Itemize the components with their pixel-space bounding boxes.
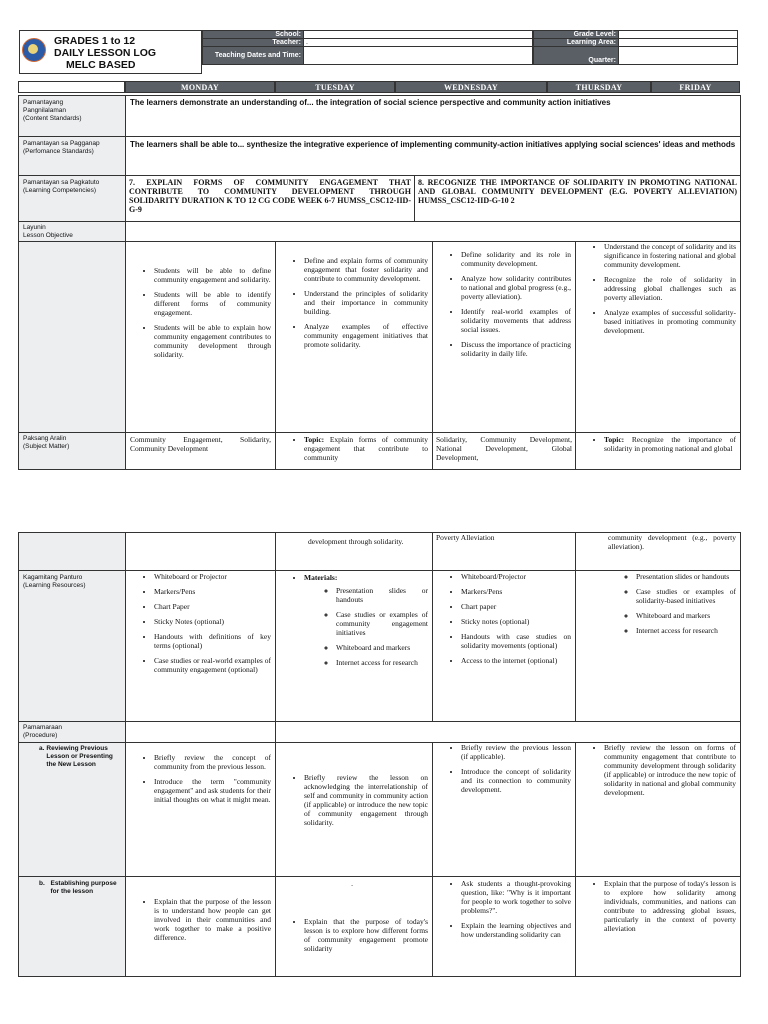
procedure-b-title: Establishing purpose for the lesson	[50, 880, 117, 895]
content-standards-label	[18, 95, 126, 137]
label-line: (Learning Resources)	[23, 582, 86, 589]
subject-tuesday	[275, 432, 433, 470]
procedure-item: • Briefly review the previous lesson (if applicable).	[461, 743, 571, 761]
header-meta-left	[202, 30, 533, 65]
label-line: Pangnilalaman	[23, 107, 67, 114]
objective-item: • Understand the concept of solidarity and its significance in fostering national and global community development.	[604, 242, 736, 269]
day-header-row	[18, 81, 740, 93]
competency-8: 8. RECOGNIZE THE IMPORTANCE OF SOLIDARITY IN PROMOTING NATIONAL AND GLOBAL COMMUNITY DEVELOPMENT (E.G. POVERTY ALLEVIATION) HUMSS_CSC12-IID-G-10 2	[414, 175, 741, 222]
procedure-b-tuesday	[275, 876, 433, 977]
procedure-item: • Briefly review the lesson on acknowledging the interrelationship of self and community in community action (if applicable) or introduce the new topic of community engagement through solidarity.	[304, 773, 428, 827]
objective-thursday	[575, 241, 741, 433]
lesson-objective-header-empty	[125, 221, 741, 242]
subject-wednesday: Solidarity, Community Development, National Development, Global Development,	[432, 432, 576, 470]
subject-tuesday-cont: development through solidarity.	[275, 532, 433, 571]
resource-item: ◦ Presentation slides or handouts	[336, 586, 428, 604]
procedure-a-wednesday	[432, 742, 576, 877]
objective-tuesday	[275, 241, 433, 433]
resource-item: • Sticky Notes (optional)	[154, 617, 271, 626]
day-header-blank	[18, 81, 125, 93]
procedure-item: • Explain the learning objectives and how understanding solidarity can	[461, 921, 571, 939]
procedure-item: • Introduce the concept of solidarity and its connection to community development.	[461, 767, 571, 794]
label-line: Pamamaraan	[23, 724, 63, 731]
procedure-label	[18, 721, 126, 743]
resource-item: ◦ Case studies or examples of solidarity-based initiatives	[636, 587, 736, 605]
resource-item: • Chart paper	[461, 602, 571, 611]
procedure-a-tuesday	[275, 742, 433, 877]
resource-item: ◦ Whiteboard and markers	[636, 611, 736, 620]
label-line: Pamantayang	[23, 99, 64, 106]
resource-item: ◦ Presentation slides or handouts	[636, 572, 736, 581]
school-value[interactable]	[304, 31, 533, 39]
resource-item: • Case studies or real-world examples of community engagement (optional)	[154, 656, 271, 674]
objective-item: • Understand the principles of solidarity and their importance in community building.	[304, 289, 428, 316]
procedure-a-letter: a.	[39, 745, 45, 752]
resources-monday	[125, 570, 276, 722]
procedure-b-dot: .	[351, 879, 353, 888]
procedure-item: • Briefly review the concept of community from the previous lesson.	[154, 753, 271, 771]
label-line: (Perfomance Standards)	[23, 148, 94, 155]
resource-item: • Chart Paper	[154, 602, 271, 611]
resources-wednesday	[432, 570, 576, 722]
resource-item: • Markers/Pens	[154, 587, 271, 596]
procedure-b-monday	[125, 876, 276, 977]
resource-item: • Handouts with case studies on solidarity movements (optional)	[461, 632, 571, 650]
subject-wednesday-cont: Poverty Alleviation	[432, 532, 576, 571]
procedure-item: • Ask students a thought-provoking question, like: "Why is it important for people to work together to solve problems?".	[461, 879, 571, 915]
resource-item: • Whiteboard/Projector	[461, 572, 571, 581]
procedure-a-monday	[125, 742, 276, 877]
subject-thursday	[575, 432, 741, 470]
subject-thursday-cont: community development (e.g., poverty alleviation).	[575, 532, 741, 571]
performance-standards-text: The learners shall be able to... synthesize the integrative experience of implementing community-action initiatives applying social sciences' ideas and methods	[125, 136, 741, 176]
header-title	[54, 35, 204, 71]
objective-wednesday	[432, 241, 576, 433]
resource-item: • Sticky notes (optional)	[461, 617, 571, 626]
procedure-item: • Explain that the purpose of today's lesson is to explore how solidarity among individuals, communities, and nations can contribute to addressing global issues, particularly in the context of poverty alleviation	[604, 879, 736, 933]
resource-item: • Whiteboard or Projector	[154, 572, 271, 581]
label-line: Lesson Objective	[23, 232, 73, 239]
dates-label: Teaching Dates and Time:	[203, 47, 304, 65]
teacher-value[interactable]: .	[304, 39, 533, 47]
grade-level-label: Grade Level:	[534, 31, 619, 39]
day-tuesday: TUESDAY	[275, 81, 395, 93]
objective-item: • Identify real-world examples of solidarity movements that address social issues.	[461, 307, 571, 334]
subject-label-cont	[18, 532, 126, 571]
learning-resources-label	[18, 570, 126, 722]
header-meta-right	[533, 30, 738, 65]
procedure-b-wednesday	[432, 876, 576, 977]
learning-competencies-label	[18, 175, 126, 222]
objective-item: • Recognize the role of solidarity in addressing global challenges such as poverty alleviation.	[604, 275, 736, 302]
resources-thursday	[575, 570, 741, 722]
label-line: (Procedure)	[23, 732, 58, 739]
label-line: Kagamitang Panturo	[23, 574, 83, 581]
day-thursday: THURSDAY	[547, 81, 651, 93]
procedure-b-thursday	[575, 876, 741, 977]
objective-label-spacer	[18, 241, 126, 433]
materials-title: Materials	[304, 573, 335, 582]
procedure-item: • Briefly review the lesson on forms of community engagement that contribute to community development through solidarity (if applicable) or introduce the new topic of solidarity in national and global community development.	[604, 743, 736, 797]
resource-item: ◦ Internet access for research	[636, 626, 736, 635]
procedure-b-letter: b.	[39, 880, 45, 887]
topic-text: Recognize the importance of solidarity in promoting national and global	[604, 435, 736, 453]
label-line: Paksang Aralin	[23, 435, 67, 442]
quarter-label: Quarter:	[534, 47, 619, 65]
objective-item: • Analyze how solidarity contributes to national and global progress (e.g., poverty alleviation).	[461, 274, 571, 301]
teacher-label: Teacher:	[203, 39, 304, 47]
resources-tuesday: • Materials: ◦ Presentation slides or handouts ◦ Case studies or examples of community engagement initiatives ◦ Whiteboard and markers ◦ Internet access for research	[275, 570, 433, 722]
procedure-a-thursday	[575, 742, 741, 877]
objective-item: • Students will be able to define community engagement and solidarity.	[154, 266, 271, 284]
header-line-3: MELC BASED	[66, 59, 136, 71]
resource-item: • Handouts with definitions of key terms (optional)	[154, 632, 271, 650]
resource-item: ◦ Case studies or examples of community engagement initiatives	[336, 610, 428, 637]
objective-monday	[125, 241, 276, 433]
procedure-a-label	[18, 742, 126, 877]
topic-text: Explain forms of community engagement that contribute to community	[304, 435, 428, 462]
day-monday: MONDAY	[125, 81, 275, 93]
quarter-value[interactable]	[619, 47, 738, 65]
objective-item: • Define solidarity and its role in community development.	[461, 250, 571, 268]
lesson-objective-label	[18, 221, 126, 242]
objective-item: • Define and explain forms of community engagement that foster solidarity and contribute to community development.	[304, 256, 428, 283]
objective-item: • Students will be able to identify different forms of community engagement.	[154, 290, 271, 317]
subject-monday-cont	[125, 532, 276, 571]
procedure-a-title: Reviewing Previous Lesson or Presenting the New Lesson	[46, 745, 113, 768]
objective-item: • Analyze examples of effective community engagement initiatives that promote solidarity.	[304, 322, 428, 349]
deped-seal-icon	[22, 38, 46, 62]
label-line: Pamantayan sa Pagkatuto	[23, 179, 100, 186]
label-line: Pamantayan sa Pagganap	[23, 140, 100, 147]
learning-area-label: Learning Area:	[534, 39, 619, 47]
dates-value[interactable]	[304, 47, 533, 65]
resource-item: • Access to the internet (optional)	[461, 656, 571, 665]
school-label: School:	[203, 31, 304, 39]
label-line: (Content Standards)	[23, 115, 82, 122]
topic-label: Topic:	[304, 435, 325, 444]
procedure-item: • Introduce the term "community engagement" and ask students for their initial thoughts on what it might mean.	[154, 777, 271, 804]
content-standards-text: The learners demonstrate an understanding of... the integration of social science perspective and community action initiatives	[125, 95, 741, 137]
procedure-header-monday	[125, 721, 276, 743]
competency-7: 7. EXPLAIN FORMS OF COMMUNITY ENGAGEMENT THAT CONTRIBUTE TO COMMUNITY DEVELOPMENT THROUGH SOLIDARITY DURATION K TO 12 CG CODE WEEK 6-7 HUMSS_CSC12-IID-G-9	[125, 175, 415, 222]
subject-monday: Community Engagement, Solidarity, Community Development	[125, 432, 276, 470]
header-line-2: DAILY LESSON LOG	[54, 47, 157, 59]
procedure-b-label	[18, 876, 126, 977]
resource-item: ◦ Whiteboard and markers	[336, 643, 428, 652]
objective-item: • Discuss the importance of practicing solidarity in daily life.	[461, 340, 571, 358]
procedure-header-rest	[275, 721, 741, 743]
topic-label: Topic:	[604, 435, 625, 444]
grade-level-value[interactable]	[619, 31, 738, 39]
resource-item: ◦ Internet access for research	[336, 658, 428, 667]
objective-item: • Students will be able to explain how community engagement contributes to community development through solidarity.	[154, 323, 271, 359]
day-friday: FRIDAY	[651, 81, 740, 93]
header-line-1: GRADES 1 to 12	[54, 35, 136, 47]
objective-item: • Analyze examples of successful solidarity-based initiatives in promoting community development.	[604, 308, 736, 335]
learning-area-value[interactable]	[619, 39, 738, 47]
procedure-item: • Explain that the purpose of today's lesson is to explore how different forms of community engagement promote solidarity	[304, 917, 428, 953]
subject-matter-label	[18, 432, 126, 470]
procedure-item: • Explain that the purpose of the lesson is to understand how people can get involved in their communities and work together to make a positive difference.	[154, 897, 271, 942]
label-line: Layunin	[23, 224, 46, 231]
label-line: (Subject Matter)	[23, 443, 70, 450]
performance-standards-label	[18, 136, 126, 176]
day-wednesday: WEDNESDAY	[395, 81, 547, 93]
label-line: (Learning Competencies)	[23, 187, 96, 194]
resource-item: • Markers/Pens	[461, 587, 571, 596]
